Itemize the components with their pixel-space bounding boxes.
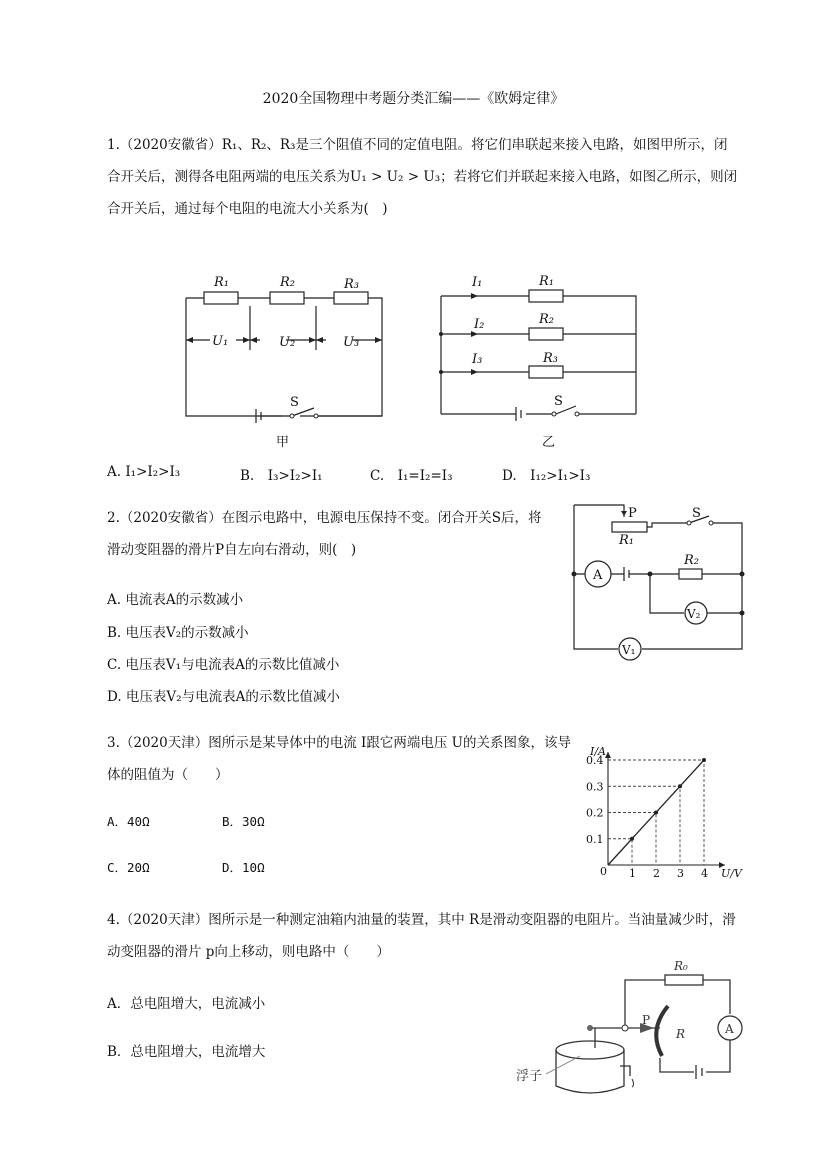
q3-option-d: D．10Ω [222,860,265,875]
x-tick-label: 4 [701,867,708,880]
q4-option-b: B．总电阻增大，电流增大 [107,1044,266,1060]
voltmeter-v2-symbol: V₂ [687,607,701,621]
q4-oil-gauge-diagram [510,958,750,1098]
q3-option-c: C．20Ω [107,860,150,875]
q1-option-d: D. I₁₂>I₁>I₃ [502,468,591,484]
x-tick-label: 3 [677,867,684,880]
y-tick-label: 0.1 [586,832,604,846]
label-i3: I₃ [472,352,483,367]
label-r1: R₁ [539,274,554,289]
q3-line2: 体的阻值为（ ） [107,767,229,783]
q2-circuit-diagram [572,503,747,663]
label-r2: R₂ [280,275,295,290]
q4-line1: 4.（2020天津）图所示是一种测定油箱内油量的装置，其中 R是滑动变阻器的电阻片。当油量减少时，滑 [107,912,736,928]
q4-line2: 动变阻器的滑片 p向上移动，则电路中（ ） [107,944,390,960]
q1-line3: 合开关后，通过每个电阻的电流大小关系为( ) [107,201,388,217]
label-i1: I₁ [472,275,483,290]
q2-option-d: D. 电压表V₂与电流表A的示数比值减小 [107,689,340,705]
q1-option-a: A. I₁>I₂>I₃ [107,464,181,480]
label-r3: R₃ [344,277,359,292]
label-r2: R₂ [684,553,699,568]
label-u1: U₁ [212,334,229,349]
q2-option-b: B. 电压表V₂的示数减小 [107,625,249,641]
data-point [630,837,634,841]
y-tick-label: 0.3 [586,780,604,794]
caption-jia: 甲 [276,435,290,450]
label-s: S [554,394,563,409]
x-tick-label: 1 [629,867,636,880]
label-p: P [642,1013,651,1027]
q1-option-c: C. I₁=I₂=I₃ [370,468,453,484]
label-u3: U₃ [343,335,360,350]
q1-line1: 1.（2020安徽省）R₁、R₂、R₃是三个阻值不同的定值电阻。将它们串联起来接入电路，如图甲所示，闭 [107,137,728,153]
label-s: S [290,395,299,410]
y-tick-label: 0.2 [586,806,604,820]
label-s: S [692,506,701,521]
origin-label: 0 [600,865,607,878]
voltmeter-v1-symbol: V₁ [622,643,636,657]
q1-series-circuit-diagram [180,268,390,450]
label-r3: R₃ [543,351,558,366]
data-point [678,784,682,788]
label-r1: R₁ [619,533,634,548]
q3-option-b: B．30Ω [222,814,265,829]
caption-yi: 乙 [542,435,556,450]
q2-option-a: A. 电流表A的示数减小 [107,592,244,608]
label-r1: R₁ [214,275,229,290]
label-u2: U₂ [279,335,296,350]
page-title: 2020全国物理中考题分类汇编——《欧姆定律》 [262,91,565,107]
q4-option-a: A．总电阻增大，电流减小 [107,996,266,1012]
label-r: R [676,1027,686,1041]
q1-option-b: B. I₃>I₂>I₁ [240,468,323,484]
data-point [654,811,658,815]
q3-option-a: A．40Ω [107,814,150,829]
data-point [702,758,706,762]
q1-parallel-circuit-diagram [436,268,646,450]
ammeter-symbol: A [725,1022,734,1036]
label-i2: I₂ [474,317,485,332]
ammeter-symbol: A [593,568,603,583]
y-axis-label: I/A [590,745,606,758]
q2-line1: 2.（2020安徽省）在图示电路中，电源电压保持不变。闭合开关S后，将 [107,510,542,526]
x-axis-label: U/V [721,867,742,880]
y-tick-label: 0.4 [586,754,604,767]
label-p: P [628,506,637,521]
q3-line1: 3.（2020天津）图所示是某导体中的电流 I跟它两端电压 U的关系图象，该导 [107,735,572,751]
x-tick-label: 2 [653,867,660,880]
q2-option-c: C. 电压表V₁与电流表A的示数比值减小 [107,657,340,673]
q1-line2: 合开关后，测得各电阻两端的电压关系为U₁ > U₂ > U₃；若将它们并联起来接入电路，如图乙所示，则闭 [107,169,738,185]
label-r0: R₀ [674,959,688,973]
q2-line2: 滑动变阻器的滑片P自左向右滑动，则( ) [107,542,357,558]
q3-iu-graph [585,740,745,885]
label-float: 浮子 [516,1069,543,1084]
label-r2: R₂ [539,312,554,327]
